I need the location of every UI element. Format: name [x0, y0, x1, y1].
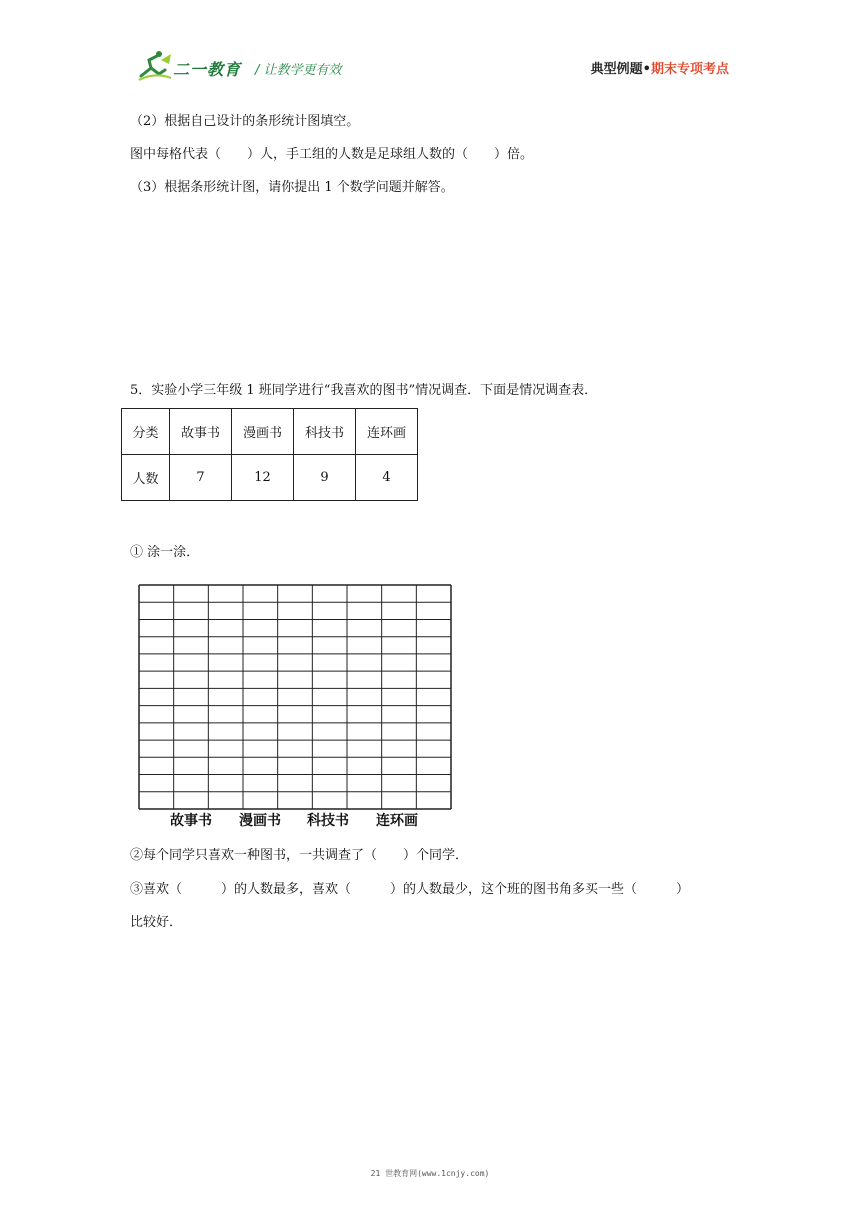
table-cell: 人数 [122, 455, 170, 501]
header-category-topic: 期末专项考点 [650, 62, 729, 77]
question-2-text: （2）根据自己设计的条形统计图填空。 [130, 114, 360, 129]
runner-logo-icon [137, 50, 173, 82]
question-3-text: （3）根据条形统计图，请你提出 1 个数学问题并解答。 [130, 180, 454, 195]
table-cell: 分类 [122, 409, 170, 455]
page-footer: 21 世教育网(www.1cnjy.com) [370, 1169, 490, 1178]
logo-text: 二一教育 [173, 60, 242, 79]
logo-slogan: / 让教学更有效 [255, 63, 342, 78]
grid-label-comic-books: 漫画书 [239, 813, 281, 829]
grid-label-picture-books: 连环画 [376, 813, 418, 829]
table-cell: 连环画 [356, 409, 418, 455]
table-cell: 9 [294, 455, 356, 501]
survey-table [121, 408, 418, 501]
grid-label-science-books: 科技书 [307, 813, 349, 829]
grid-label-story-books: 故事书 [170, 813, 212, 829]
question-5-text: 5．实验小学三年级 1 班同学进行“我喜欢的图书”情况调查．下面是情况调查表． [130, 383, 598, 398]
grid-lines [138, 584, 452, 810]
table-row [122, 455, 418, 501]
table-cell: 4 [356, 455, 418, 501]
table-cell: 科技书 [294, 409, 356, 455]
table-cell: 7 [170, 455, 232, 501]
question-2-fill-text: 图中每格代表（ ）人，手工组的人数是足球组人数的（ ）倍。 [130, 147, 534, 162]
coloring-grid [138, 584, 452, 810]
sub-question-1-text: ① 涂一涂． [130, 545, 200, 560]
table-cell: 漫画书 [232, 409, 294, 455]
header-logo [137, 50, 397, 84]
table-cell: 12 [232, 455, 294, 501]
header-category-type: 典型例题• [590, 62, 651, 77]
table-cell: 故事书 [170, 409, 232, 455]
sub-question-3-continued: 比较好． [130, 915, 183, 930]
table-header-row [122, 409, 418, 455]
sub-question-2-text: ②每个同学只喜欢一种图书，一共调查了（ ）个同学． [130, 848, 469, 863]
sub-question-3-text: ③喜欢（ ）的人数最多，喜欢（ ）的人数最少，这个班的图书角多买一些（ ） [130, 882, 690, 897]
header-category [591, 58, 729, 77]
